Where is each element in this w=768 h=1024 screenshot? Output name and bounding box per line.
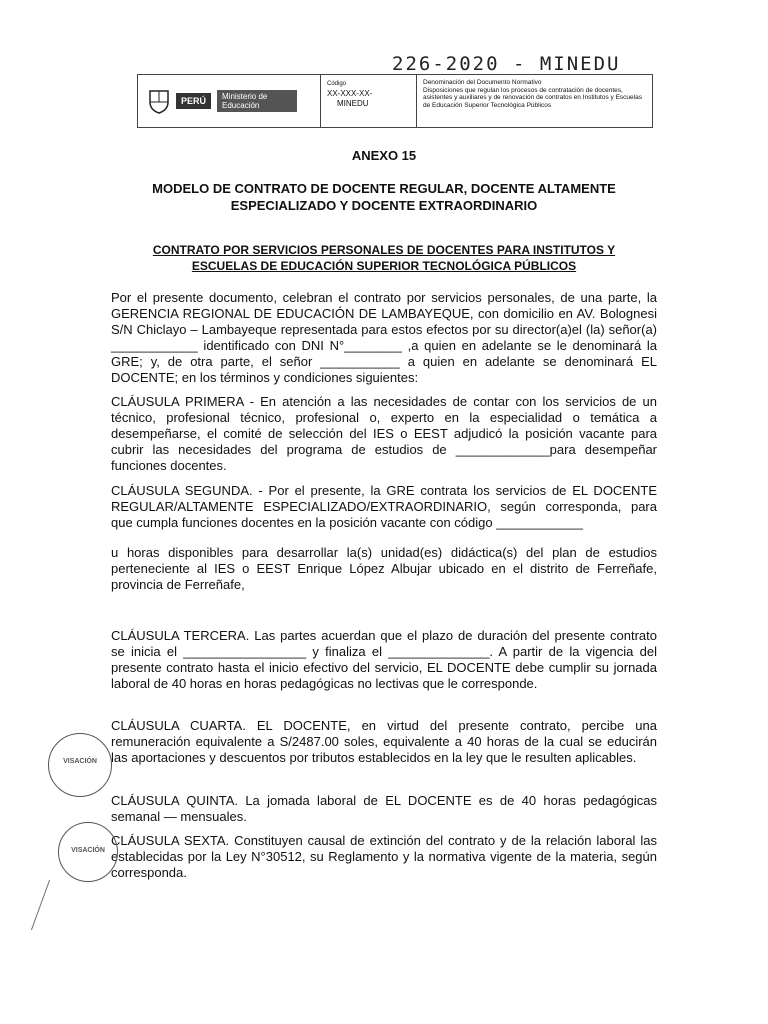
intro-paragraph: Por el presente documento, celebran el contrato por servicios personales, de una parte, la GERENCIA REGIONAL DE EDUCACIÓN DE LAMBAYEQUE, con domicilio en AV. Bolognesi S/N Chiclayo – Lambayeque representada para estos efectos por su director(a)el (la) señor(a) ____________ identificado con DNI N°________ ,a quien en adelante se le denominará la GRE; y, de otra parte, el señor ___________ a quien en adelante se denominará EL DOCENTE; en los términos y condiciones siguientes: [111, 290, 657, 385]
ministerio-label: Ministerio de Educación [217, 90, 297, 112]
document-number-handwritten: 226-2020 - MINEDU [392, 53, 621, 75]
clause-sexta: CLÁUSULA SEXTA. Constituyen causal de extinción del contrato y de la relación laboral las establecidas por la Ley N°30512, su Reglamento y la normativa vigente de la materia, según corresponda. [111, 833, 657, 880]
signature-mark [31, 880, 110, 930]
coat-of-arms-icon [148, 88, 170, 114]
clause-primera: CLÁUSULA PRIMERA - En atención a las necesidades de contar con los servicios de un técnico, profesional técnico, profesional o, experto en la especialidad o temática a desempeñarse, el comité de selección del IES o EEST adjudicó la posición vacante para cubrir las necesidades del programa de estudios de _____________para desempeñar funciones docentes. [111, 394, 657, 473]
stamp-label: VISACIÓN [63, 758, 97, 765]
denomination-label: Denominación del Documento Normativo [423, 79, 542, 86]
denomination-text: Disposiciones que regulan los procesos de contratación de docentes, asistentes y auxiliares y de renovación de contratos en Institutos y Escuelas de Educación Superior Tecnológica Públicos [423, 86, 642, 109]
clause-segunda: CLÁUSULA SEGUNDA. - Por el presente, la GRE contrata los servicios de EL DOCENTE REGULAR/ALTAMENTE ESPECIALIZADO/EXTRAORDINARIO, según corresponda, para que cumpla funciones docentes en la posición vacante con código ____________ [111, 483, 657, 530]
model-title: MODELO DE CONTRATO DE DOCENTE REGULAR, DOCENTE ALTAMENTE ESPECIALIZADO Y DOCENTE EXTRAORDINARIO [152, 181, 616, 213]
stamp-label: VISACIÓN [71, 847, 105, 854]
visacion-stamp [58, 822, 118, 882]
annex-title: ANEXO 15 [351, 148, 417, 163]
denomination-cell [417, 75, 652, 127]
clause-segunda-continued: u horas disponibles para desarrollar la(s) unidad(es) didáctica(s) del plan de estudios perteneciente al IES o EEST Enrique López Albujar ubicado en el distrito de Ferreñafe, provincia de Ferreñafe, [111, 545, 657, 592]
ministry-logo [138, 75, 321, 127]
clause-cuarta: CLÁUSULA CUARTA. EL DOCENTE, en virtud del presente contrato, percibe una remuneración equivalente a S/2487.00 soles, equivalente a 40 horas de la cual se educirán las aportaciones y descuentos por tributos establecidos en la ley que le resulten aplicables. [111, 718, 657, 765]
visacion-stamp [48, 733, 112, 797]
clause-quinta: CLÁUSULA QUINTA. La jomada laboral de EL DOCENTE es de 40 horas pedagógicas semanal — mensuales. [111, 793, 657, 824]
peru-label: PERÚ [176, 93, 211, 109]
document-header [137, 74, 653, 128]
contract-title: CONTRATO POR SERVICIOS PERSONALES DE DOCENTES PARA INSTITUTOS Y ESCUELAS DE EDUCACIÓN SUPERIOR TECNOLÓGICA PÚBLICOS [152, 243, 616, 273]
code-value-2: MINEDU [337, 99, 369, 108]
code-value-1: XX-XXX-XX- [327, 89, 373, 98]
code-label: Código [327, 81, 347, 87]
code-cell [321, 75, 417, 127]
clause-tercera: CLÁUSULA TERCERA. Las partes acuerdan que el plazo de duración del presente contrato se inicia el _________________ y finaliza el ______________. A partir de la vigencia del presente contrato hasta el inicio efectivo del servicio, EL DOCENTE debe cumplir su jornada laboral de 40 horas en horas pedagógicas no lectivas que le corresponde. [111, 628, 657, 691]
